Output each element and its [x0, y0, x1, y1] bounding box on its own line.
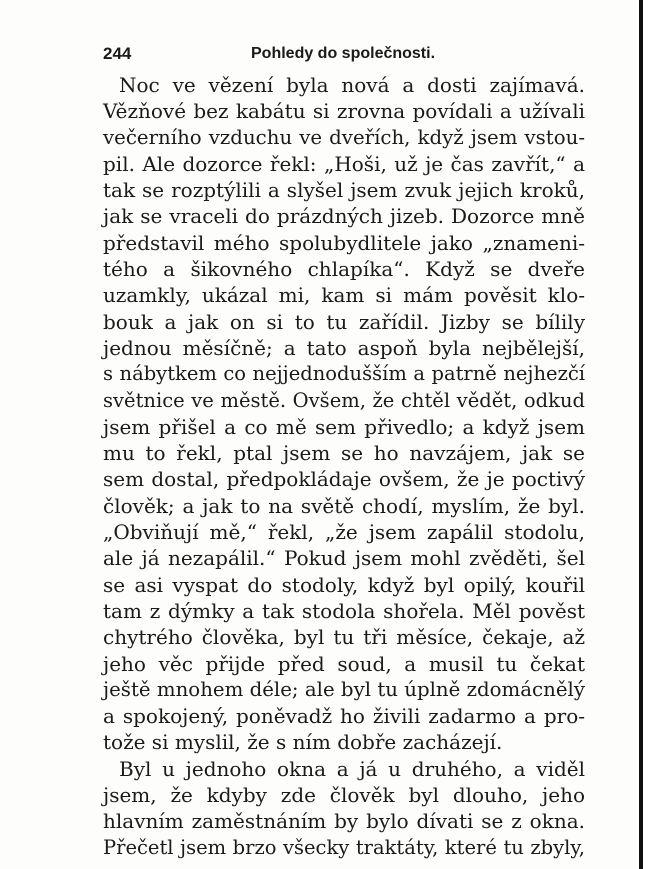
text-line: a spokojený, poněvadž ho živili zadarmo a pro-: [103, 704, 585, 729]
text-line: jednou měsíčně; a tato aspoň byla nejbělejší,: [103, 335, 585, 360]
running-title: Pohledy do společnosti.: [251, 45, 436, 62]
text-line: Byl u jednoho okna a já u druhého, a viděl: [119, 756, 585, 781]
text-line: jsem přišel a co mě sem přivedlo; a když jsem: [103, 414, 585, 439]
text-line: „Obviňují mě,“ řekl, „že jsem zapálil stodolu,: [103, 520, 585, 545]
text-line: s nábytkem co nejjednodušším a patrně nejhezčí: [103, 362, 585, 386]
text-line: jsem, že kdyby zde člověk byl dlouho, jeho: [103, 783, 585, 808]
text-line: jeho věc přijde před soud, a musil tu čekat: [103, 651, 585, 676]
text-line: mu to řekl, ptal jsem se ho navzájem, jak se: [103, 441, 585, 466]
text-line: večerního vzduchu ve dveřích, když jsem vstou-: [103, 125, 585, 149]
text-line: ještě mnohem déle; ale byl tu úplně zdomácnělý: [103, 677, 586, 701]
text-line: se asi vyspat do stodoly, když byl opilý, kouřil: [103, 572, 585, 597]
text-line: ale já nezapálil.“ Pokud jsem mohl zvěděti, šel: [103, 546, 585, 571]
text-line: sem dostal, předpokládaje ovšem, že je poctivý: [103, 467, 585, 492]
text-line: pil. Ale dozorce řekl: „Hoši, už je čas zavřít,“ a: [103, 151, 585, 176]
text-line: Přečetl jsem brzo všecky traktáty, které tu zbyly,: [103, 835, 585, 859]
text-line: chytrého člověka, byl tu tři měsíce, čekaje, až: [103, 625, 585, 650]
text-line: uzamkly, ukázal mi, kam si mám pověsit klo-: [103, 283, 585, 308]
text-line: světnice ve městě. Ovšem, že chtěl vědět, odkud: [103, 388, 585, 412]
text-line: jak se vraceli do prázdných jizeb. Dozorce mně: [103, 204, 585, 229]
text-line: tak se rozptýlili a slyšel jsem zvuk jejich kroků,: [103, 178, 585, 203]
page-edge: [633, 0, 649, 869]
page-edge-line: [639, 0, 643, 869]
page-header: [103, 43, 583, 65]
text-line: tého a šikovného chlapíka“. Když se dveře: [103, 257, 585, 282]
page-number: 244: [103, 44, 132, 63]
text-line: tože si myslil, že s ním dobře zacházejí.: [103, 730, 503, 755]
body-text: [103, 72, 585, 861]
text-line: bouk a jak on si to tu zařídil. Jizby se bílily: [103, 309, 585, 334]
text-line: Noc ve vězení byla nová a dosti zajímavá.: [119, 73, 585, 97]
text-line: člověk; a jak to na světě chodí, myslím, že byl.: [103, 493, 585, 518]
text-line: představil mého spolubydlitele jako „znameni-: [103, 230, 585, 255]
text-line: Vězňové bez kabátu si zrovna povídali a užívali: [103, 99, 585, 124]
text-line: hlavním zaměstnáním by bylo dívati se z okna.: [103, 809, 585, 834]
text-line: tam z dýmky a tak stodola shořela. Měl pověst: [103, 598, 585, 623]
